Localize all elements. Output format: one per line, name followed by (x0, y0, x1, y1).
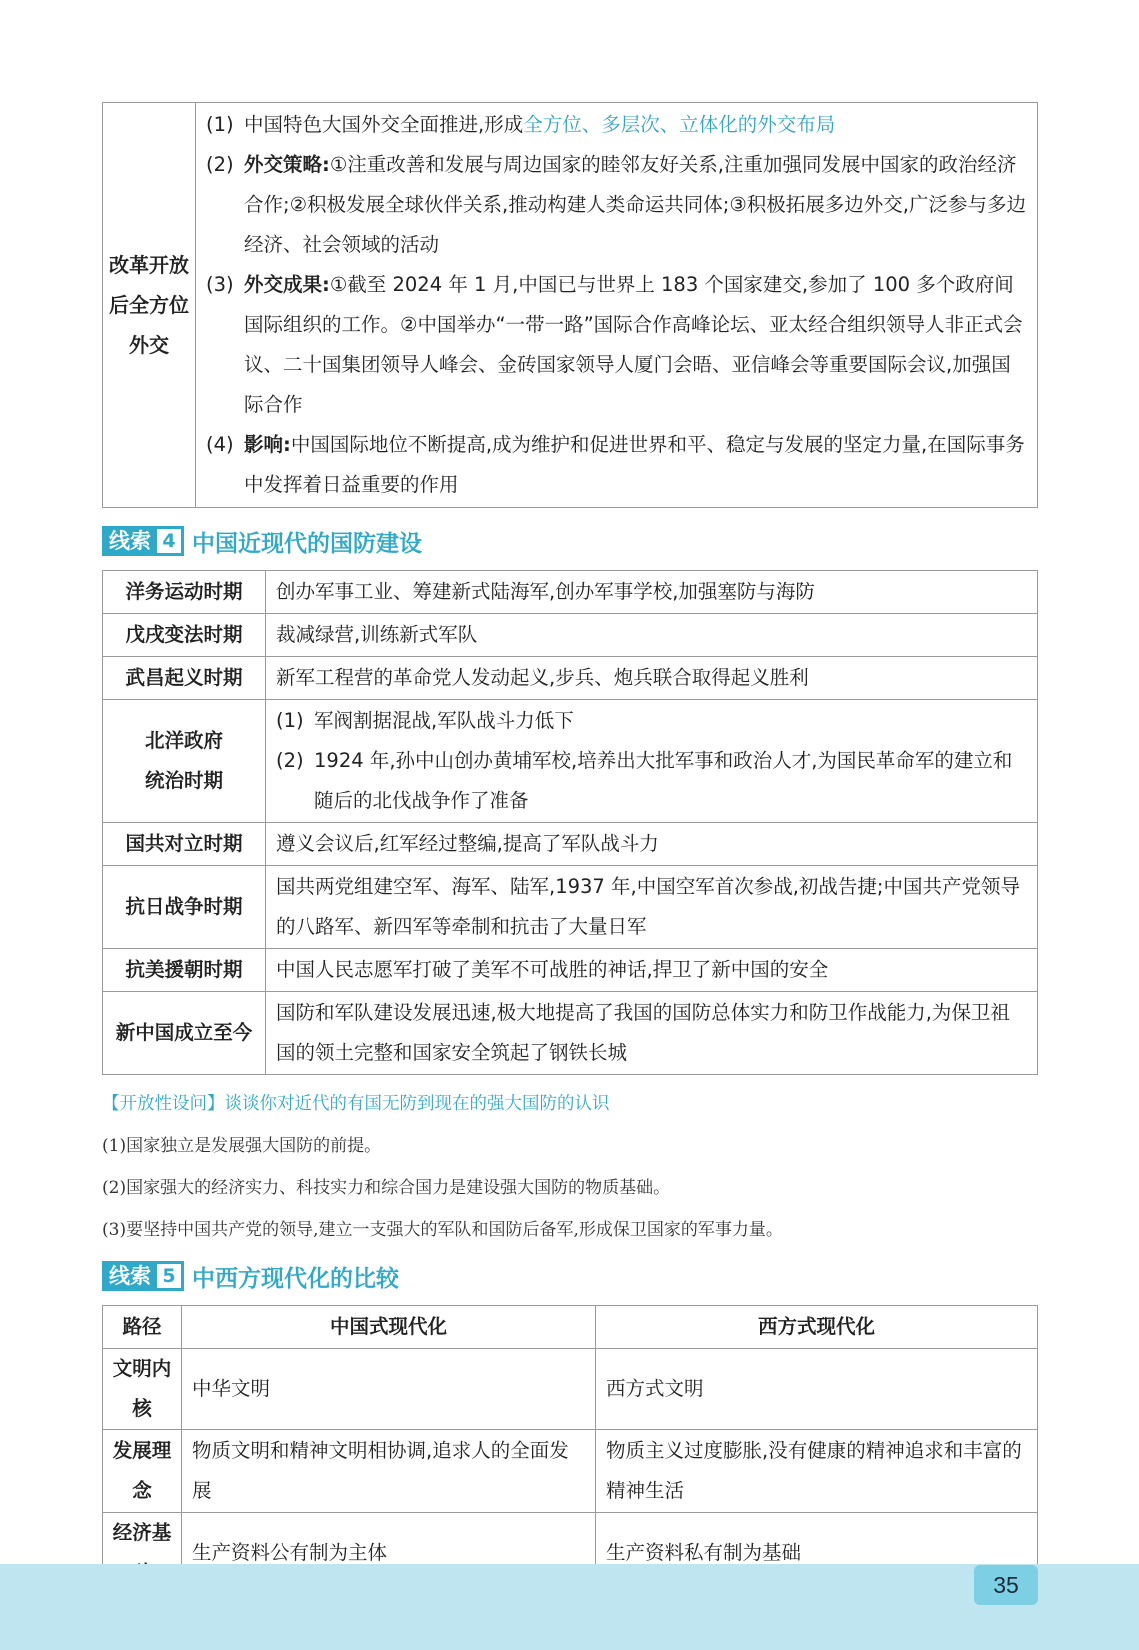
diplomacy-item (206, 425, 1027, 505)
diplomacy-table (102, 102, 1038, 508)
content-cell: 中国人民志愿军打破了美军不可战胜的神话,捍卫了新中国的安全 (266, 949, 1038, 992)
item-number: (1) (206, 113, 234, 136)
section-tag (102, 526, 184, 556)
item-label: 外交策略: (244, 153, 330, 176)
table-row (103, 1349, 1038, 1430)
item-label: 影响: (244, 433, 291, 456)
table-row (103, 571, 1038, 614)
table-row (103, 614, 1038, 657)
side-head-line: 改革开放 (109, 253, 189, 277)
open-question-title: 【开放性设问】谈谈你对近代的有国无防到现在的强大国防的认识 (102, 1094, 610, 1114)
content-cell: 裁减绿营,训练新式军队 (266, 614, 1038, 657)
table-row (103, 657, 1038, 700)
item-text: 1924 年,孙中山创办黄埔军校,培养出大批军事和政治人才,为国民革命军的建立和随后的北伐战争作了准备 (314, 749, 1013, 812)
modernization-table (102, 1305, 1038, 1594)
side-head-line: 后全方位 (109, 293, 189, 317)
open-question (102, 1093, 1038, 1241)
content-cell (266, 700, 1038, 823)
content-cell: 国防和军队建设发展迅速,极大地提高了我国的国防总体实力和防卫作战能力,为保卫祖国的领土完整和国家安全筑起了钢铁长城 (266, 992, 1038, 1075)
open-question-answer: (3)要坚持中国共产党的领导,建立一支强大的军队和国防后备军,形成保卫国家的军事力量。 (102, 1220, 783, 1240)
section-tag-number: 5 (157, 1264, 181, 1288)
column-header: 路径 (103, 1306, 182, 1349)
table-row (103, 866, 1038, 949)
open-question-answer: (2)国家强大的经济实力、科技实力和综合国力是建设强大国防的物质基础。 (102, 1178, 671, 1198)
section-5-header (102, 1259, 1038, 1293)
row-header: 经济基 (103, 1513, 182, 1594)
diplomacy-item (206, 265, 1027, 425)
content-cell: 国共两党组建空军、海军、陆军,1937 年,中国空军首次参战,初战告捷;中国共产党领导的八路军、新四军等牵制和抗击了大量日军 (266, 866, 1038, 949)
period-cell (103, 700, 266, 823)
section-title: 中西方现代化的比较 (192, 1265, 399, 1292)
period-cell: 新中国成立至今 (103, 992, 266, 1075)
content-cell: 创办军事工业、筹建新式陆海军,创办军事学校,加强塞防与海防 (266, 571, 1038, 614)
period-line: 统治时期 (144, 769, 223, 792)
item-number: (1) (276, 709, 304, 732)
page-number: 35 (974, 1565, 1038, 1605)
item-text: 中国国际地位不断提高,成为维护和促进世界和平、稳定与发展的坚定力量,在国际事务中发挥着日益重要的作用 (244, 433, 1025, 496)
item-text: 军阀割据混战,军队战斗力低下 (314, 709, 574, 732)
row-header: 发展理念 (103, 1430, 182, 1513)
table-header-row (103, 1306, 1038, 1349)
section-tag-text: 线索 (109, 529, 151, 553)
section-tag (102, 1261, 184, 1291)
period-cell: 抗美援朝时期 (103, 949, 266, 992)
list-item (276, 701, 1027, 741)
content-cell: 新军工程营的革命党人发动起义,步兵、炮兵联合取得起义胜利 (266, 657, 1038, 700)
china-cell: 生产资料公有制为主体 (182, 1513, 596, 1594)
diplomacy-item (206, 145, 1027, 265)
table-row (103, 823, 1038, 866)
diplomacy-body (196, 103, 1038, 508)
period-line: 北洋政府 (144, 729, 223, 752)
west-cell: 西方式文明 (596, 1349, 1038, 1430)
china-cell: 物质文明和精神文明相协调,追求人的全面发展 (182, 1430, 596, 1513)
section-tag-number: 4 (157, 529, 181, 553)
diplomacy-side-head (103, 103, 196, 508)
column-header: 中国式现代化 (182, 1306, 596, 1349)
open-question-answer: (1)国家独立是发展强大国防的前提。 (102, 1136, 382, 1156)
item-number: (4) (206, 433, 234, 456)
content-cell: 遵义会议后,红军经过整编,提高了军队战斗力 (266, 823, 1038, 866)
item-label: 外交成果: (244, 273, 330, 296)
table-row (103, 949, 1038, 992)
item-number: (2) (206, 153, 234, 176)
china-cell: 中华文明 (182, 1349, 596, 1430)
table-row (103, 1430, 1038, 1513)
period-cell: 戊戌变法时期 (103, 614, 266, 657)
period-cell: 国共对立时期 (103, 823, 266, 866)
list-item (276, 741, 1027, 821)
page-content (102, 102, 1038, 1594)
row-header: 文明内核 (103, 1349, 182, 1430)
side-head-line: 外交 (129, 333, 169, 357)
item-number: (2) (276, 749, 304, 772)
period-cell: 抗日战争时期 (103, 866, 266, 949)
west-cell: 生产资料私有制为基础 (596, 1513, 1038, 1594)
section-title: 中国近现代的国防建设 (192, 530, 422, 557)
column-header: 西方式现代化 (596, 1306, 1038, 1349)
item-number: (3) (206, 273, 234, 296)
period-cell: 武昌起义时期 (103, 657, 266, 700)
section-tag-text: 线索 (109, 1264, 151, 1288)
item-text: ①截至 2024 年 1 月,中国已与世界上 183 个国家建交,参加了 100 多个政府间国际组织的工作。②中国举办“一带一路”国际合作高峰论坛、亚太经合组织领导人非正式会议、二十国集团领导人峰会、金砖国家领导人厦门会晤、亚信峰会等重要国际会议,加强国际合作 (244, 273, 1023, 416)
item-text: 中国特色大国外交全面推进,形成 (244, 113, 524, 136)
section-4-header (102, 524, 1038, 558)
defense-table (102, 570, 1038, 1075)
period-cell: 洋务运动时期 (103, 571, 266, 614)
item-highlight: 全方位、多层次、立体化的外交布局 (523, 113, 836, 136)
item-text: ①注重改善和发展与周边国家的睦邻友好关系,注重加强同发展中国家的政治经济合作;②积极发展全球伙伴关系,推动构建人类命运共同体;③积极拓展多边外交,广泛参与多边经济、社会领域的活动 (244, 153, 1027, 256)
footer-band (0, 1564, 1139, 1650)
table-row (103, 992, 1038, 1075)
diplomacy-item (206, 105, 1027, 145)
table-row (103, 700, 1038, 823)
west-cell: 物质主义过度膨胀,没有健康的精神追求和丰富的精神生活 (596, 1430, 1038, 1513)
